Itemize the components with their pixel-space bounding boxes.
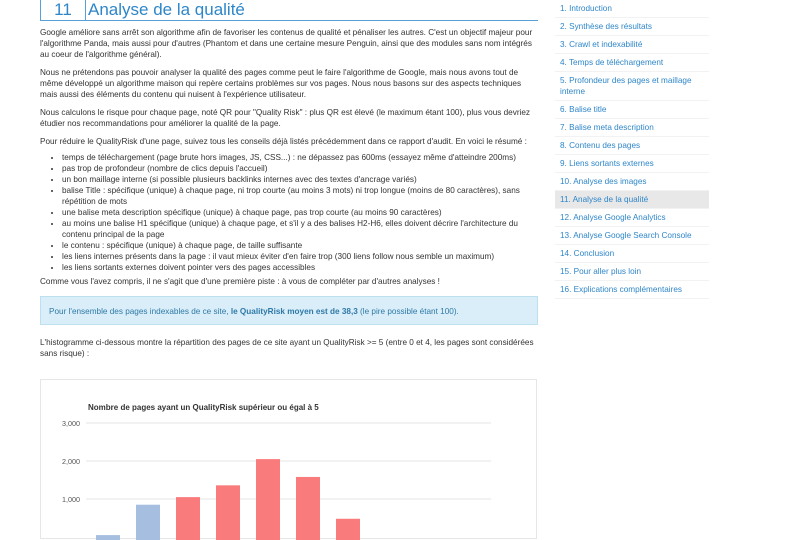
list-item: • pas trop de profondeur (nombre de clics depuis l'accueil) <box>62 163 538 174</box>
chart-title: Nombre de pages ayant un QualityRisk supérieur ou égal à 5 <box>88 403 319 412</box>
histogram-bar <box>176 497 200 540</box>
list-item: • balise Title : spécifique (unique) à chaque page, ni trop courte (au moins 3 mots) ni trop longue (moins de 80 caractères), sans répétition de mots <box>62 185 538 207</box>
conclusion-paragraph: Comme vous l'avez compris, il ne s'agit que d'une première piste : à vous de compléter par d'autres analyses ! <box>40 277 440 286</box>
toc-item[interactable]: 5. Profondeur des pages et maillage interne <box>555 72 709 101</box>
toc-item[interactable]: 7. Balise meta description <box>555 119 709 137</box>
advice-list <box>40 152 538 273</box>
y-tick-label: 1,000 <box>62 495 80 504</box>
histogram-bar <box>96 535 120 540</box>
toc-item[interactable]: 1. Introduction <box>555 0 709 18</box>
info-box-prefix: Pour l'ensemble des pages indexables de ce site, <box>49 307 231 316</box>
info-box-highlight: le QualityRisk moyen est de 38,3 <box>230 307 358 316</box>
list-item: • temps de téléchargement (page brute hors images, JS, CSS...) : ne dépassez pas 600ms (essayez même d'atteindre 200ms) <box>62 152 538 163</box>
toc-item[interactable]: 2. Synthèse des résultats <box>555 18 709 36</box>
histogram-bar <box>336 519 360 540</box>
section-heading <box>40 0 538 21</box>
toc-item[interactable]: 14. Conclusion <box>555 245 709 263</box>
main-content <box>40 0 538 359</box>
toc-item[interactable]: 11. Analyse de la qualité <box>555 191 709 209</box>
section-number: 11 <box>40 0 86 20</box>
toc-item[interactable]: 13. Analyse Google Search Console <box>555 227 709 245</box>
summary-intro-paragraph: Pour réduire le QualityRisk d'une page, suivez tous les conseils déjà listés précédemment dans ce rapport d'audit. En voici le résumé : <box>40 137 527 146</box>
intro-paragraph: Google améliore sans arrêt son algorithme afin de favoriser les contenus de qualité et pénaliser les autres. C'est un objectif majeur pour l'algorithme Panda, mais aussi pour d'autres (Phantom et dans une certaine mesure Penguin, ainsi que des modules sans nom intégrés au coeur de l'algorithme général). <box>40 28 533 59</box>
table-of-contents <box>555 0 709 299</box>
histogram-chart <box>40 379 537 539</box>
method-paragraph: Nous ne prétendons pas pouvoir analyser la qualité des pages comme peut le faire l'algorithme de Google, mais nous avons tout de même développé un algorithme maison qui repère certains problèmes sur vos pages. Nous nous basons sur des aspects techniques mais aussi des éléments du contenu qui nuisent à l'expérience utilisateur. <box>40 68 522 99</box>
section-title: Analyse de la qualité <box>88 0 245 19</box>
histogram-bar <box>216 485 240 540</box>
risk-paragraph: Nous calculons le risque pour chaque page, noté QR pour "Quality Risk" : plus QR est élevé (le maximum étant 100), plus vous devriez étudier nos recommandations pour améliorer la qualité de la page. <box>40 108 531 128</box>
list-item: • le contenu : spécifique (unique) à chaque page, de taille suffisante <box>62 240 538 251</box>
histogram-bar <box>136 505 160 540</box>
list-item: • au moins une balise H1 spécifique (unique) à chaque page, et s'il y a des balises H2-H6, elles doivent décrire l'architecture du contenu principal de la page <box>62 218 538 240</box>
list-item: • une balise meta description spécifique (unique) à chaque page, pas trop courte (au moins 90 caractères) <box>62 207 538 218</box>
toc-item[interactable]: 3. Crawl et indexabilité <box>555 36 709 54</box>
toc-item[interactable]: 9. Liens sortants externes <box>555 155 709 173</box>
y-tick-label: 3,000 <box>62 419 80 428</box>
toc-item[interactable]: 15. Pour aller plus loin <box>555 263 709 281</box>
histogram-bar <box>296 477 320 540</box>
histogram-svg <box>41 380 538 540</box>
toc-item[interactable]: 10. Analyse des images <box>555 173 709 191</box>
histogram-bar <box>256 459 280 540</box>
toc-item[interactable]: 16. Explications complémentaires <box>555 281 709 299</box>
info-box-suffix: (le pire possible étant 100). <box>357 307 459 316</box>
list-item: • les liens sortants externes doivent pointer vers des pages accessibles <box>62 262 538 273</box>
toc-item[interactable]: 6. Balise title <box>555 101 709 119</box>
toc-item[interactable]: 8. Contenu des pages <box>555 137 709 155</box>
toc-item[interactable]: 12. Analyse Google Analytics <box>555 209 709 227</box>
toc-item[interactable]: 4. Temps de téléchargement <box>555 54 709 72</box>
info-box <box>40 296 538 325</box>
y-tick-label: 2,000 <box>62 457 80 466</box>
list-item: • un bon maillage interne (si possible plusieurs backlinks internes avec des textes d'ancrage variés) <box>62 174 538 185</box>
list-item: • les liens internes présents dans la page : il vaut mieux éviter d'en faire trop (300 liens follow nous semble un maximum) <box>62 251 538 262</box>
histogram-intro-paragraph: L'histogramme ci-dessous montre la répartition des pages de ce site ayant un QualityRisk >= 5 (entre 0 et 4, les pages sont considérées sans risque) : <box>40 338 534 358</box>
